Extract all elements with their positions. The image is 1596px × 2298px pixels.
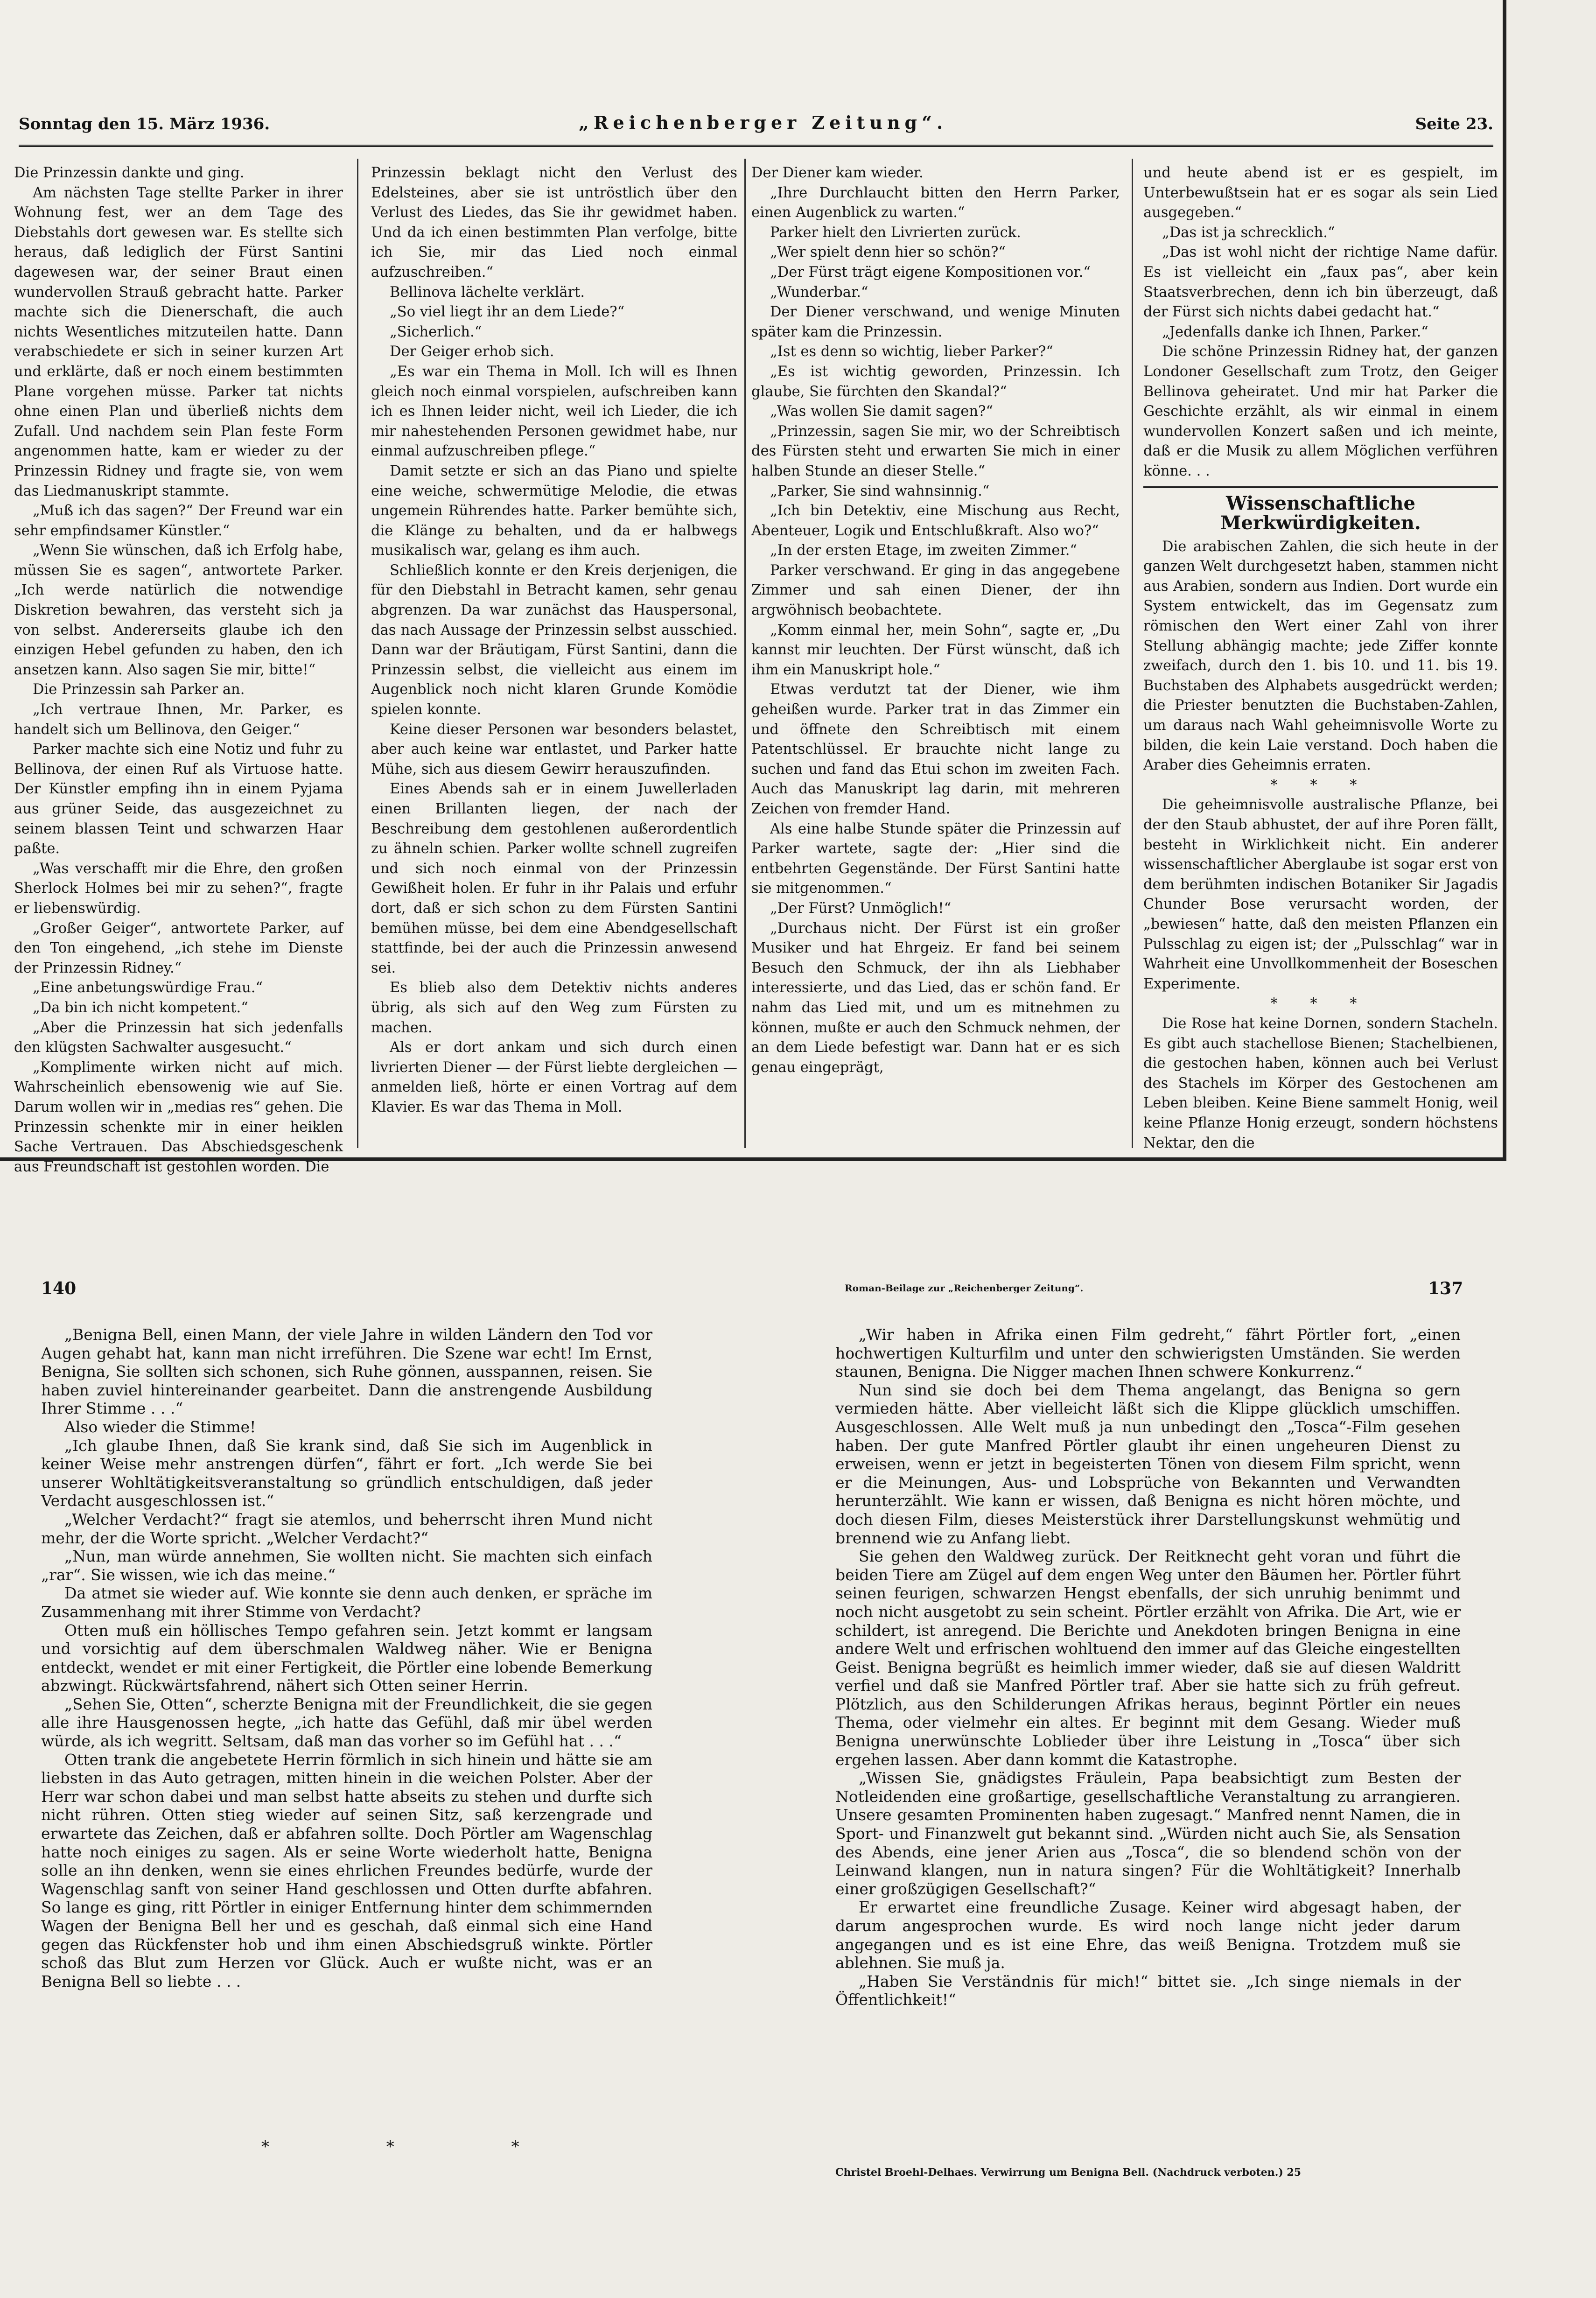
paragraph: Parker machte sich eine Notiz und fuhr zu Bellinova, der einen Ruf als Virtuose hatte. Der Künstler empfing ihn in einem Pyjama aus grüner Seide, das ausgezeichnet zu seinem blassen Teint und schwarzen Haar paßte.	[14, 741, 343, 857]
paragraph: Als er dort ankam und sich durch einen livrierten Diener — der Fürst liebte dergleichen — anmelden ließ, hörte er einen Vortrag auf dem Klavier. Es war das Thema in Moll.	[371, 1039, 737, 1115]
paragraph: Die arabischen Zahlen, die sich heute in der ganzen Welt durchgesetzt haben, stammen nicht aus Arabien, sondern aus Indien. Dort wurde ein System entwickelt, das im Gegensatz zum römischen den Wert einer Zahl von ihrer Stellung abhängig machte; jede Ziffer konnte zweifach, durch den 1. bis 10. und 11. bis 19. Buchstaben des Alphabets ausgedrückt werden; die Priester benutzten die Buchstaben-Zahlen, um daraus nach Wahl geheimnisvolle Worte zu bilden, die kein Laie verstand. Doch haben die Araber dies Geheimnis erraten.	[1143, 538, 1498, 774]
paragraph: „Großer Geiger“, antwortete Parker, auf den Ton eingehend, „ich stehe im Dienste der Prinzessin Ridney.“	[14, 920, 343, 976]
paragraph: „Der Fürst trägt eigene Kompositionen vor.“	[770, 264, 1091, 280]
paragraph: Otten trank die angebetete Herrin förmlich in sich hinein und hätte sie am liebsten in das Auto getragen, mitten hinein in die weichen Polster. Aber der Herr war schon dabei und man selbst hatte abseits zu stehen und durfte sich nicht rühren. Otten stieg wieder auf seinen Sitz, saß kerzengrade und erwartete das Zeichen, daß er abfahren sollte. Doch Pörtler am Wagenschlag hatte noch einiges zu sagen. Als er seine Worte wiederholt hatte, Benigna solle an ihn denken, wenn sie eines ehrlichen Freundes bedürfe, wurde der Wagenschlag sanft von seiner Hand geschlossen und Otten durfte abfahren. So lange es ging, ritt Pörtler in einiger Entfernung hinter dem schimmernden Wagen der Benigna Bell her und es geschah, daß einmal sich eine Hand gegen das Rückfenster hob und ihm einen Abschiedsgruß winkte. Pörtler schoß das Blut zum Herzen vor Glück. Auch er wußte nicht, was er an Benigna Bell so liebte . . .	[41, 1750, 652, 1990]
page-number: Seite 23.	[1415, 115, 1493, 133]
novel-page-left	[41, 1325, 652, 2133]
paragraph: „In der ersten Etage, im zweiten Zimmer.“	[770, 542, 1077, 559]
section-separator: * * *	[261, 2137, 575, 2156]
paragraph: Parker hielt den Livrierten zurück.	[770, 224, 1021, 241]
paragraph: „Ich vertraue Ihnen, Mr. Parker, es handelt sich um Bellinova, den Geiger.“	[14, 701, 343, 738]
paragraph: „Ist es denn so wichtig, lieber Parker?“	[770, 343, 1054, 360]
paragraph: „Das ist wohl nicht der richtige Name dafür. Es ist vielleicht ein „faux pas“, aber kein Staatsverbrechen, denn ich bin überzeugt, daß der Fürst sich nichts dabei gedacht hat.“	[1143, 244, 1498, 321]
paragraph: „Benigna Bell, einen Mann, der viele Jahre in wilden Ländern den Tod vor Augen gehabt hat, kann man nicht irreführen. Die Szene war echt! Im Ernst, Benigna, Sie sollten sich schonen, sich Ruhe gönnen, ausspannen, reisen. Sie haben zuviel hintereinander gearbeitet. Dann die anstrengende Ausbildung Ihrer Stimme . . .“	[41, 1325, 652, 1418]
section-heading: Wissenschaftliche Merkwürdigkeiten.	[1143, 486, 1498, 533]
paragraph: „Da bin ich nicht kompetent.“	[33, 999, 248, 1016]
novel-page-right	[835, 1325, 1461, 2156]
paragraph: „Parker, Sie sind wahnsinnig.“	[770, 483, 990, 499]
paragraph: Die Rose hat keine Dornen, sondern Stacheln. Es gibt auch stachellose Bienen; Stachelbienen, die gestochen haben, können auch bei Verlust des Stachels im Körper des Gestochenen am Leben bleiben. Keine Biene sammelt Honig, weil keine Pflanze Honig erzeugt, sondern höchstens Nektar, den die	[1143, 1015, 1498, 1151]
paragraph: Es blieb also dem Detektiv nichts anderes übrig, als sich auf den Weg zum Fürsten zu machen.	[371, 980, 737, 1036]
article-column-4	[1143, 163, 1498, 1151]
paragraph: „Es ist wichtig geworden, Prinzessin. Ich glaube, Sie fürchten den Skandal?“	[751, 363, 1120, 400]
paragraph: „Der Fürst? Unmöglich!“	[770, 900, 952, 917]
paragraph: und heute abend ist er es gespielt, im Unterbewußtsein hat er es sogar als sein Lied ausgegeben.“	[1143, 165, 1498, 221]
article-column-1	[14, 163, 343, 1175]
paragraph: „Was verschafft mir die Ehre, den großen Sherlock Holmes bei mir zu sehen?“, fragte er liebenswürdig.	[14, 860, 343, 917]
paragraph: „Es war ein Thema in Moll. Ich will es Ihnen gleich noch einmal vorspielen, aufschreiben kann ich es Ihnen leider nicht, weil ich Lieder, die ich mir nahestehenden Personen gewidmet habe, nur einmal aufzuschreiben pflege.“	[371, 363, 737, 460]
paragraph: Der Geiger erhob sich.	[390, 343, 554, 360]
issue-date: Sonntag den 15. März 1936.	[19, 115, 270, 133]
paragraph: Nun sind sie doch bei dem Thema angelangt, das Benigna so gern vermieden hätte. Aber vielleicht läßt sich die Klippe glücklich umschiffen. Ausgeschlossen. Alle Welt muß ja nun unbedingt den „Tosca“-Film gesehen haben. Der gute Manfred Pörtler glaubt ihr einen ungeheuren Dienst zu erweisen, wenn er jetzt in begeisterten Tönen von diesem Film spricht, wenn er die Meinungen, Aus- und Lobsprüche von Bekannten und Verwandten herunterzählt. Wie kann er wissen, daß Benigna es nicht hören möchte, und doch diesen Film, dieses Meisterstück ihrer Darstellungskunst wehmütig und brennend wie zu Anfang liebt.	[835, 1380, 1461, 1547]
paragraph: Die geheimnisvolle australische Pflanze, bei der den Staub abhustet, der auf ihre Poren fällt, besteht in Wirklichkeit nicht. Ein anderer wissenschaftlicher Aberglaube ist sogar erst von dem berühmten indischen Botaniker Sir Jagadis Chunder Bose verursacht worden, der „bewiesen“ hatte, daß den meisten Pflanzen ein Pulsschlag zu eigen ist; der „Pulsschlag“ war in Wahrheit eine Unvollkommenheit der Boseschen Experimente.	[1143, 797, 1498, 992]
paragraph: „Komplimente wirken nicht auf mich. Wahrscheinlich ebensowenig wie auf Sie. Darum wollen wir in „medias res“ gehen. Die Prinzessin schenkte mir in einer heiklen Sache Vertrauen. Das Abschiedsgeschenk aus Freundschaft ist gestohlen worden. Die	[14, 1059, 343, 1175]
paragraph: Otten muß ein höllisches Tempo gefahren sein. Jetzt kommt er langsam und vorsichtig auf dem überschmalen Waldweg näher. Wie er Benigna entdeckt, wendet er mit einer Fertigkeit, die Pörtler eine lobende Bemerkung abzwingt. Rückwärtsfahrend, nähert sich Otten seiner Herrin.	[41, 1621, 652, 1695]
paragraph: Prinzessin beklagt nicht den Verlust des Edelsteines, aber sie ist untröstlich über den Verlust des Liedes, das Sie ihr gewidmet haben. Und da ich einen bestimmten Plan verfolge, bitte ich Sie, mir das Lied noch einmal aufzuschreiben.“	[371, 165, 737, 280]
paragraph: „Wer spielt denn hier so schön?“	[770, 244, 1006, 261]
paragraph: „Wir haben in Afrika einen Film gedreht,“ fährt Pörtler fort, „einen hochwertigen Kulturfilm und unter den schwierigsten Umständen. Sie werden staunen, Benigna. Die Nigger machen Ihnen schwere Konkurrenz.“	[835, 1325, 1461, 1381]
paragraph: Also wieder die Stimme!	[64, 1417, 256, 1436]
paragraph: Sie gehen den Waldweg zurück. Der Reitknecht geht voran und führt die beiden Tiere am Zügel auf dem engen Weg unter den Bäumen her. Pörtler führt seinen feurigen, schwarzen Hengst ebenfalls, der sich unruhig benimmt und noch nicht ausgetobt zu sein scheint. Pörtler erzählt von Afrika. Die Art, wie er schildert, ist anregend. Die Berichte und Anekdoten bringen Benigna in eine andere Welt und erfrischen wohltuend den immer auf das Gleiche eingestellten Geist. Benigna begrüßt es heimlich immer wieder, daß sie auf diesen Waldritt verfiel und daß sie Manfred Pörtler traf. Aber sie hatte sich zu früh gefreut. Plötzlich, aus den Schilderungen Afrikas heraus, beginnt Pörtler ein neues Thema, oder vielmehr ein altes. Er beginnt mit dem Gesang. Wieder muß Benigna unerwünschte Loblieder über ihre Leistung in „Tosca“ über sich ergehen lassen. Aber dann kommt die Katastrophe.	[835, 1547, 1461, 1769]
paragraph: Da atmet sie wieder auf. Wie konnte sie denn auch denken, er spräche im Zusammenhang mit ihrer Stimme von Verdacht?	[41, 1584, 652, 1621]
column-divider	[744, 159, 746, 1148]
paragraph: Am nächsten Tage stellte Parker in ihrer Wohnung fest, wer an dem Tage des Diebstahls dort gewesen war. Es stellte sich heraus, daß lediglich der Fürst Santini dagewesen war, der seiner Braut einen wundervollen Strauß gebracht hatte. Parker machte sich die Dienerschaft, die auch nichts Wesentliches mitzuteilen hatte. Dann verabschiedete er sich in seiner kurzen Art und erklärte, daß er noch einem bestimmten Plane vorgehen müsse. Parker tat nichts ohne einen Plan und überließ nichts dem Zufall. Und nachdem sein Plan feste Form angenommen hatte, kam er wieder zu der Prinzessin Ridney und fragte sie, von wem das Liedmanuskript stammte.	[14, 184, 343, 499]
paragraph: „Durchaus nicht. Der Fürst ist ein großer Musiker und hat Ehrgeiz. Er fand bei seinem Besuch den Schmuck, der ihn als Liebhaber interessierte, und das Lied, das er schön fand. Er nahm das Lied mit, und um es mitnehmen zu können, mußte er auch den Schmuck nehmen, der an dem Liede befestigt war. Dann hat er es sich genau eingeprägt,	[751, 920, 1120, 1076]
paragraph: „Eine anbetungswürdige Frau.“	[33, 980, 263, 996]
paragraph: „Haben Sie Verständnis für mich!“ bittet sie. „Ich singe niemals in der Öffentlichkeit!“	[835, 1972, 1461, 2009]
paragraph: „Was wollen Sie damit sagen?“	[770, 403, 994, 420]
paragraph: Die Prinzessin dankte und ging.	[14, 165, 245, 181]
paragraph: „Wissen Sie, gnädigstes Fräulein, Papa beabsichtigt zum Besten der Notleidenden eine großartige, gesellschaftliche Veranstaltung zu arrangieren. Unsere gesamten Prominenten haben zugesagt.“ Manfred nennt Namen, die in Sport- und Finanzwelt gut bekannt sind. „Würden nicht auch Sie, als Sensation des Abends, eine jener Arien aus „Tosca“, die so blendend schön von der Leinwand klangen, nun in natura singen? Für die Wohltätigkeit? Innerhalb einer großzügigen Gesellschaft?“	[835, 1769, 1461, 1898]
paragraph: „Aber die Prinzessin hat sich jedenfalls den klügsten Sachwalter ausgesucht.“	[14, 1019, 343, 1056]
column-divider	[1132, 159, 1133, 1148]
paragraph: „Wenn Sie wünschen, daß ich Erfolg habe, müssen Sie es sagen“, antwortete Parker. „Ich werde natürlich die notwendige Diskretion bewahren, das versteht sich ja von selbst. Andererseits glaube ich den einzigen Hebel gefunden zu haben, den ich ansetzen kann. Also sagen Sie mir, bitte!“	[14, 542, 343, 678]
supplement-page-number-right: 137	[1428, 1279, 1463, 1298]
paragraph: Als eine halbe Stunde später die Prinzessin auf Parker wartete, sagte der: „Hier sind die entbehrten Gegenstände. Der Fürst Santini hatte sie mitgenommen.“	[751, 820, 1120, 897]
newspaper-clipping	[0, 0, 1506, 1175]
paragraph: „Ihre Durchlaucht bitten den Herrn Parker, einen Augenblick zu warten.“	[751, 184, 1120, 221]
paragraph: Die Prinzessin sah Parker an.	[33, 681, 245, 698]
supplement-page-number-left: 140	[41, 1279, 77, 1298]
paragraph: „So viel liegt ihr an dem Liede?“	[390, 304, 625, 321]
paragraph: Damit setzte er sich an das Piano und spielte eine weiche, schwermütige Melodie, die etwas ungemein Rührendes hatte. Parker bemühte sich, die Klänge zu behalten, und da er halbwegs musikalisch war, gelang es ihm auch.	[371, 462, 737, 559]
column-divider	[357, 159, 358, 1148]
paragraph: „Prinzessin, sagen Sie mir, wo der Schreibtisch des Fürsten steht und erwarten Sie mich in einer halben Stunde an dieser Stelle.“	[751, 423, 1120, 479]
article-column-3	[751, 163, 1120, 1148]
paragraph: „Welcher Verdacht?“ fragt sie atemlos, und beherrscht ihren Mund nicht mehr, der die Worte spricht. „Welcher Verdacht?“	[41, 1510, 652, 1547]
masthead	[19, 112, 1493, 147]
paragraph: Schließlich konnte er den Kreis derjenigen, die für den Diebstahl in Betracht kamen, sehr genau abgrenzen. Da war zunächst das Hauspersonal, das nach Aussage der Prinzessin selbst ausschied. Dann war der Bräutigam, Fürst Santini, dann die Prinzessin selbst, die vielleicht aus einem im Augenblick noch nicht klaren Grunde Komödie spielen konnte.	[371, 562, 737, 718]
paragraph: „Das ist ja schrecklich.“	[1162, 224, 1335, 241]
paragraph: Bellinova lächelte verklärt.	[390, 284, 585, 301]
paragraph: „Jedenfalls danke ich Ihnen, Parker.“	[1162, 323, 1428, 340]
paragraph: „Ich bin Detektiv, eine Mischung aus Recht, Abenteuer, Logik und Entschlußkraft. Also wo?“	[751, 503, 1120, 539]
paragraph: „Komm einmal her, mein Sohn“, sagte er, „Du kannst mir leuchten. Der Fürst wünscht, daß ich ihm ein Manuskript hole.“	[751, 622, 1120, 678]
newspaper-title: „Reichenberger Zeitung“.	[579, 112, 948, 133]
paragraph: „Sicherlich.“	[390, 323, 482, 340]
paragraph: „Wunderbar.“	[770, 284, 868, 301]
paragraph: Keine dieser Personen war besonders belastet, aber auch keine war entlastet, und Parker hatte Mühe, sich aus diesem Gewirr herauszufinden.	[371, 721, 737, 778]
paragraph: „Ich glaube Ihnen, daß Sie krank sind, daß Sie sich im Augenblick in keiner Weise mehr anstrengen dürfen“, fährt er fort. „Ich werde Sie bei unserer Wohltätigkeitsveranstaltung so gründlich entschuldigen, daß jeder Verdacht ausgeschlossen ist.“	[41, 1436, 652, 1510]
paragraph: Die schöne Prinzessin Ridney hat, der ganzen Londoner Gesellschaft zum Trotz, den Geiger Bellinova geheiratet. Und mir hat Parker die Geschichte erzählt, als wir einmal in einem wundervollen Konzert saßen und ich meinte, daß er die Musik zu allem Möglichen verführen könne. . .	[1143, 343, 1498, 479]
paragraph: Der Diener kam wieder.	[751, 165, 924, 181]
paragraph: Eines Abends sah er in einem Juwellerladen einen Brillanten liegen, der nach der Beschreibung dem gestohlenen außerordentlich zu ähneln schien. Parker wollte schnell zugreifen und sich noch einmal von der Prinzessin Gewißheit holen. Er fuhr in ihr Palais und erfuhr dort, daß er sich schon zu dem Fürsten Santini bemühen müsse, bei dem eine Abendgesellschaft stattfinde, bei der auch die Prinzessin anwesend sei.	[371, 781, 737, 976]
section-separator: * * *	[1270, 777, 1371, 793]
section-separator: * * *	[1270, 995, 1371, 1012]
paragraph: Parker verschwand. Er ging in das angegebene Zimmer und sah einen Diener, der ihn argwöhnisch beobachtete.	[751, 562, 1120, 619]
paragraph: Der Diener verschwand, und wenige Minuten später kam die Prinzessin.	[751, 304, 1120, 340]
supplement-title: Roman-Beilage zur „Reichenberger Zeitung“.	[845, 1282, 1084, 1294]
paragraph: Etwas verdutzt tat der Diener, wie ihm geheißen wurde. Parker trat in das Zimmer ein und öffnete den Schreibtisch mit einem Patentschlüssel. Er brauchte nicht lange zu suchen und fand das Etui schon im zweiten Fach. Auch das Manuskript lag darin, mit mehreren Zeichen von fremder Hand.	[751, 681, 1120, 817]
paragraph: „Nun, man würde annehmen, Sie wollten nicht. Sie machten sich einfach „rar“. Sie wissen, wie ich das meine.“	[41, 1547, 652, 1584]
paragraph: „Sehen Sie, Otten“, scherzte Benigna mit der Freundlichkeit, die sie gegen alle ihre Hausgenossen hegte, „ich hatte das Gefühl, daß mir übel werden würde, als ich wegritt. Seltsam, daß man das vorher so im Gefühl hat . . .“	[41, 1695, 652, 1751]
article-column-2	[371, 163, 737, 1148]
paragraph: Er erwartet eine freundliche Zusage. Keiner wird abgesagt haben, der darum angesprochen wurde. Es wird noch lange nicht jeder darum angegangen und es ist eine Ehre, das weiß Benigna. Trotzdem muß sie ablehnen. Sie muß ja.	[835, 1898, 1461, 1972]
paragraph: „Muß ich das sagen?“ Der Freund war ein sehr empfindsamer Künstler.“	[14, 503, 343, 539]
author-credit: Christel Broehl-Delhaes. Verwirrung um Benigna Bell. (Nachdruck verboten.) 25	[835, 2166, 1302, 2179]
